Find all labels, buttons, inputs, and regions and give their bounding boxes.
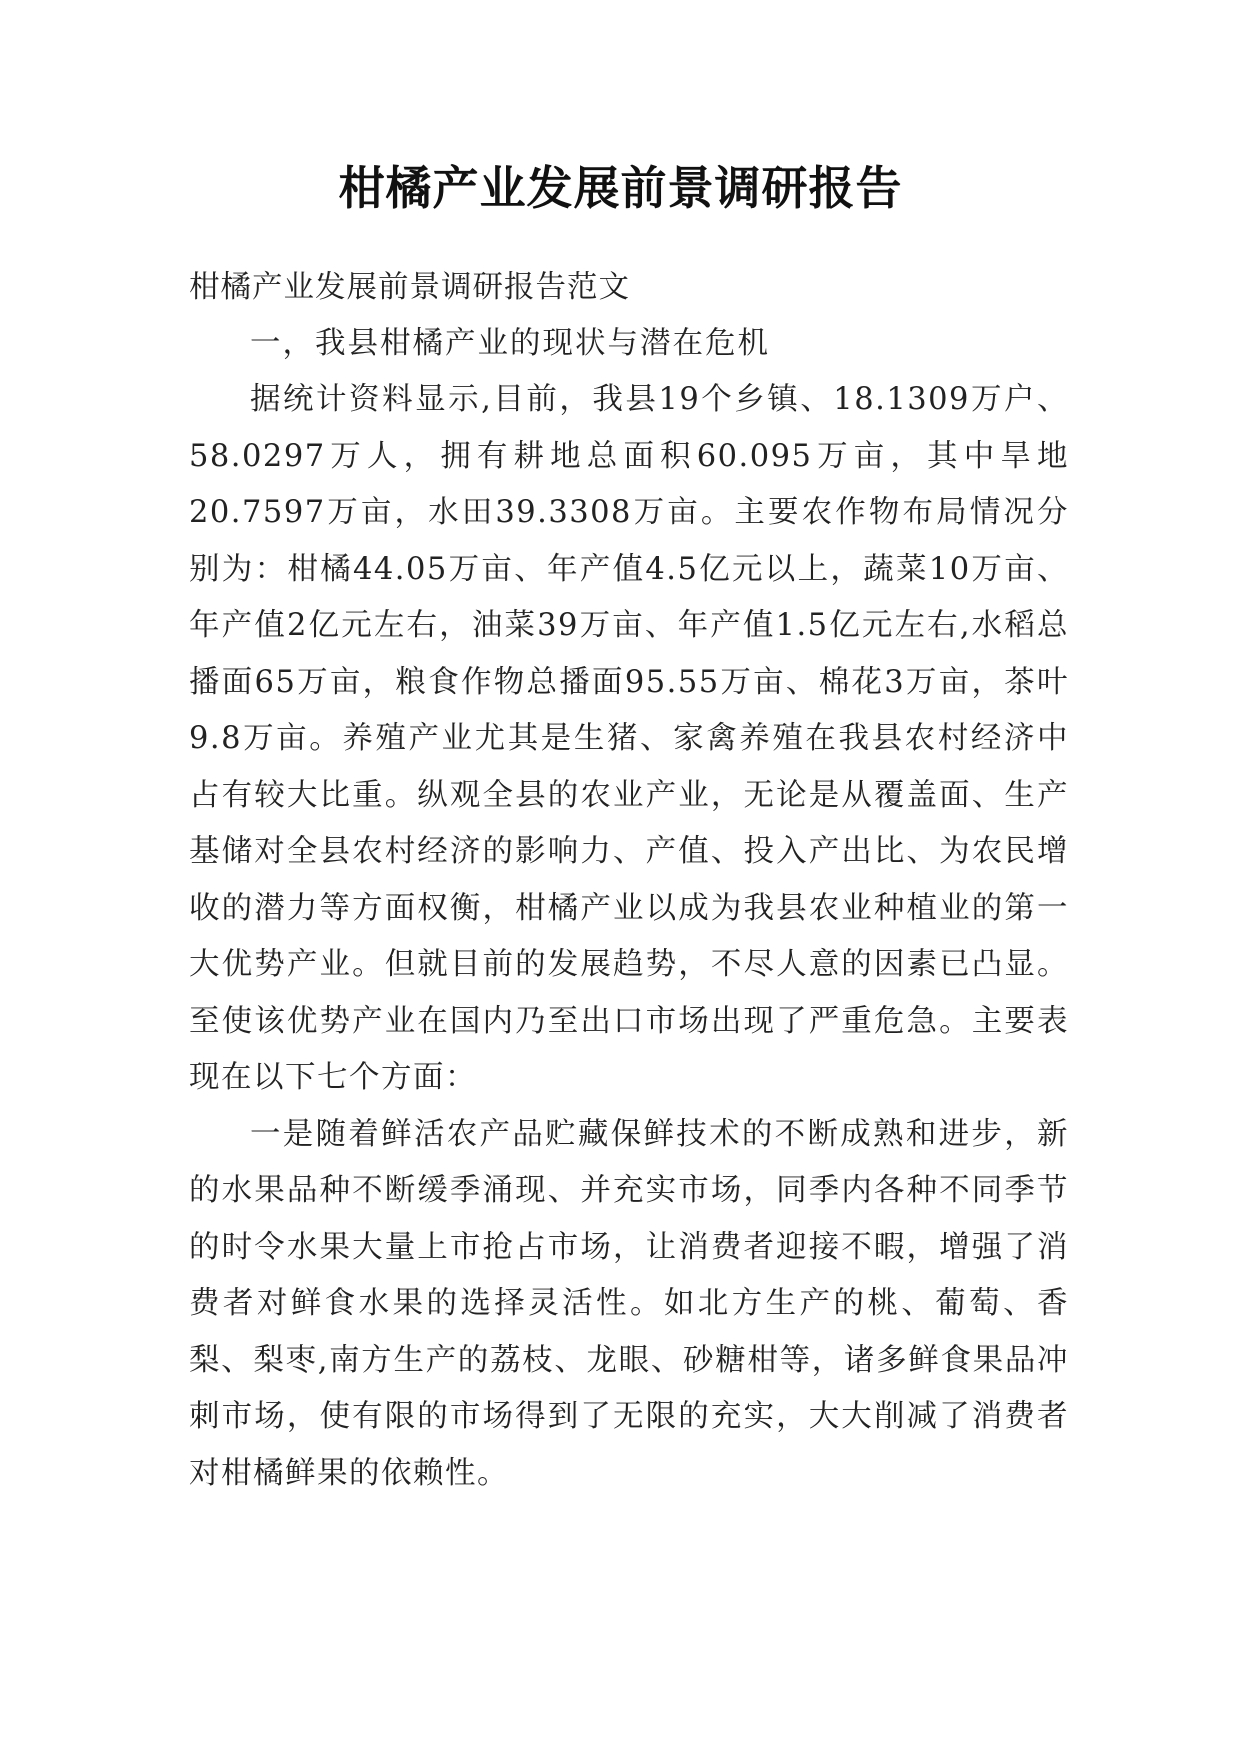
section-heading: 一，我县柑橘产业的现状与潜在危机: [250, 326, 770, 361]
document-title: 柑橘产业发展前景调研报告: [338, 161, 903, 215]
body-paragraph-point-one: 一是随着鲜活农产品贮藏保鲜技术的不断成熟和进步，新的水果品种不断缓季涌现、并充实市场，同季内各种不同季节的时令水果大量上市抢占市场，让消费者迎接不暇，增强了消费者对鲜食水果的选择灵活性。如北方生产的桃、葡萄、香梨、梨枣,南方生产的荔枝、龙眼、砂糖柑等，诸多鲜食果品冲刺市场，使有限的市场得到了无限的充实，大大削减了消费者对柑橘鲜果的依赖性。: [189, 1116, 1069, 1491]
body-paragraph-statistics: 据统计资料显示,目前，我县19个乡镇、18.1309万户、58.0297万人，拥有耕地总面积60.095万亩，其中旱地20.7597万亩，水田39.3308万亩。主要农作物布局情况分别为：柑橘44.05万亩、年产值4.5亿元以上，蔬菜10万亩、年产值2亿元左右，油菜39万亩、年产值1.5亿元左右,水稻总播面65万亩，粮食作物总播面95.55万亩、棉花3万亩，茶叶9.8万亩。养殖产业尤其是生猪、家禽养殖在我县农村经济中占有较大比重。纵观全县的农业产业，无论是从覆盖面、生产基储对全县农村经济的影响力、产值、投入产出比、为农民增收的潜力等方面权衡，柑橘产业以成为我县农业种植业的第一大优势产业。但就目前的发展趋势，不尽人意的因素已凸显。至使该优势产业在国内乃至出口市场出现了严重危急。主要表现在以下七个方面：: [189, 382, 1069, 1095]
document-body: [189, 260, 1069, 1502]
document-subtitle: 柑橘产业发展前景调研报告范文: [189, 270, 630, 305]
